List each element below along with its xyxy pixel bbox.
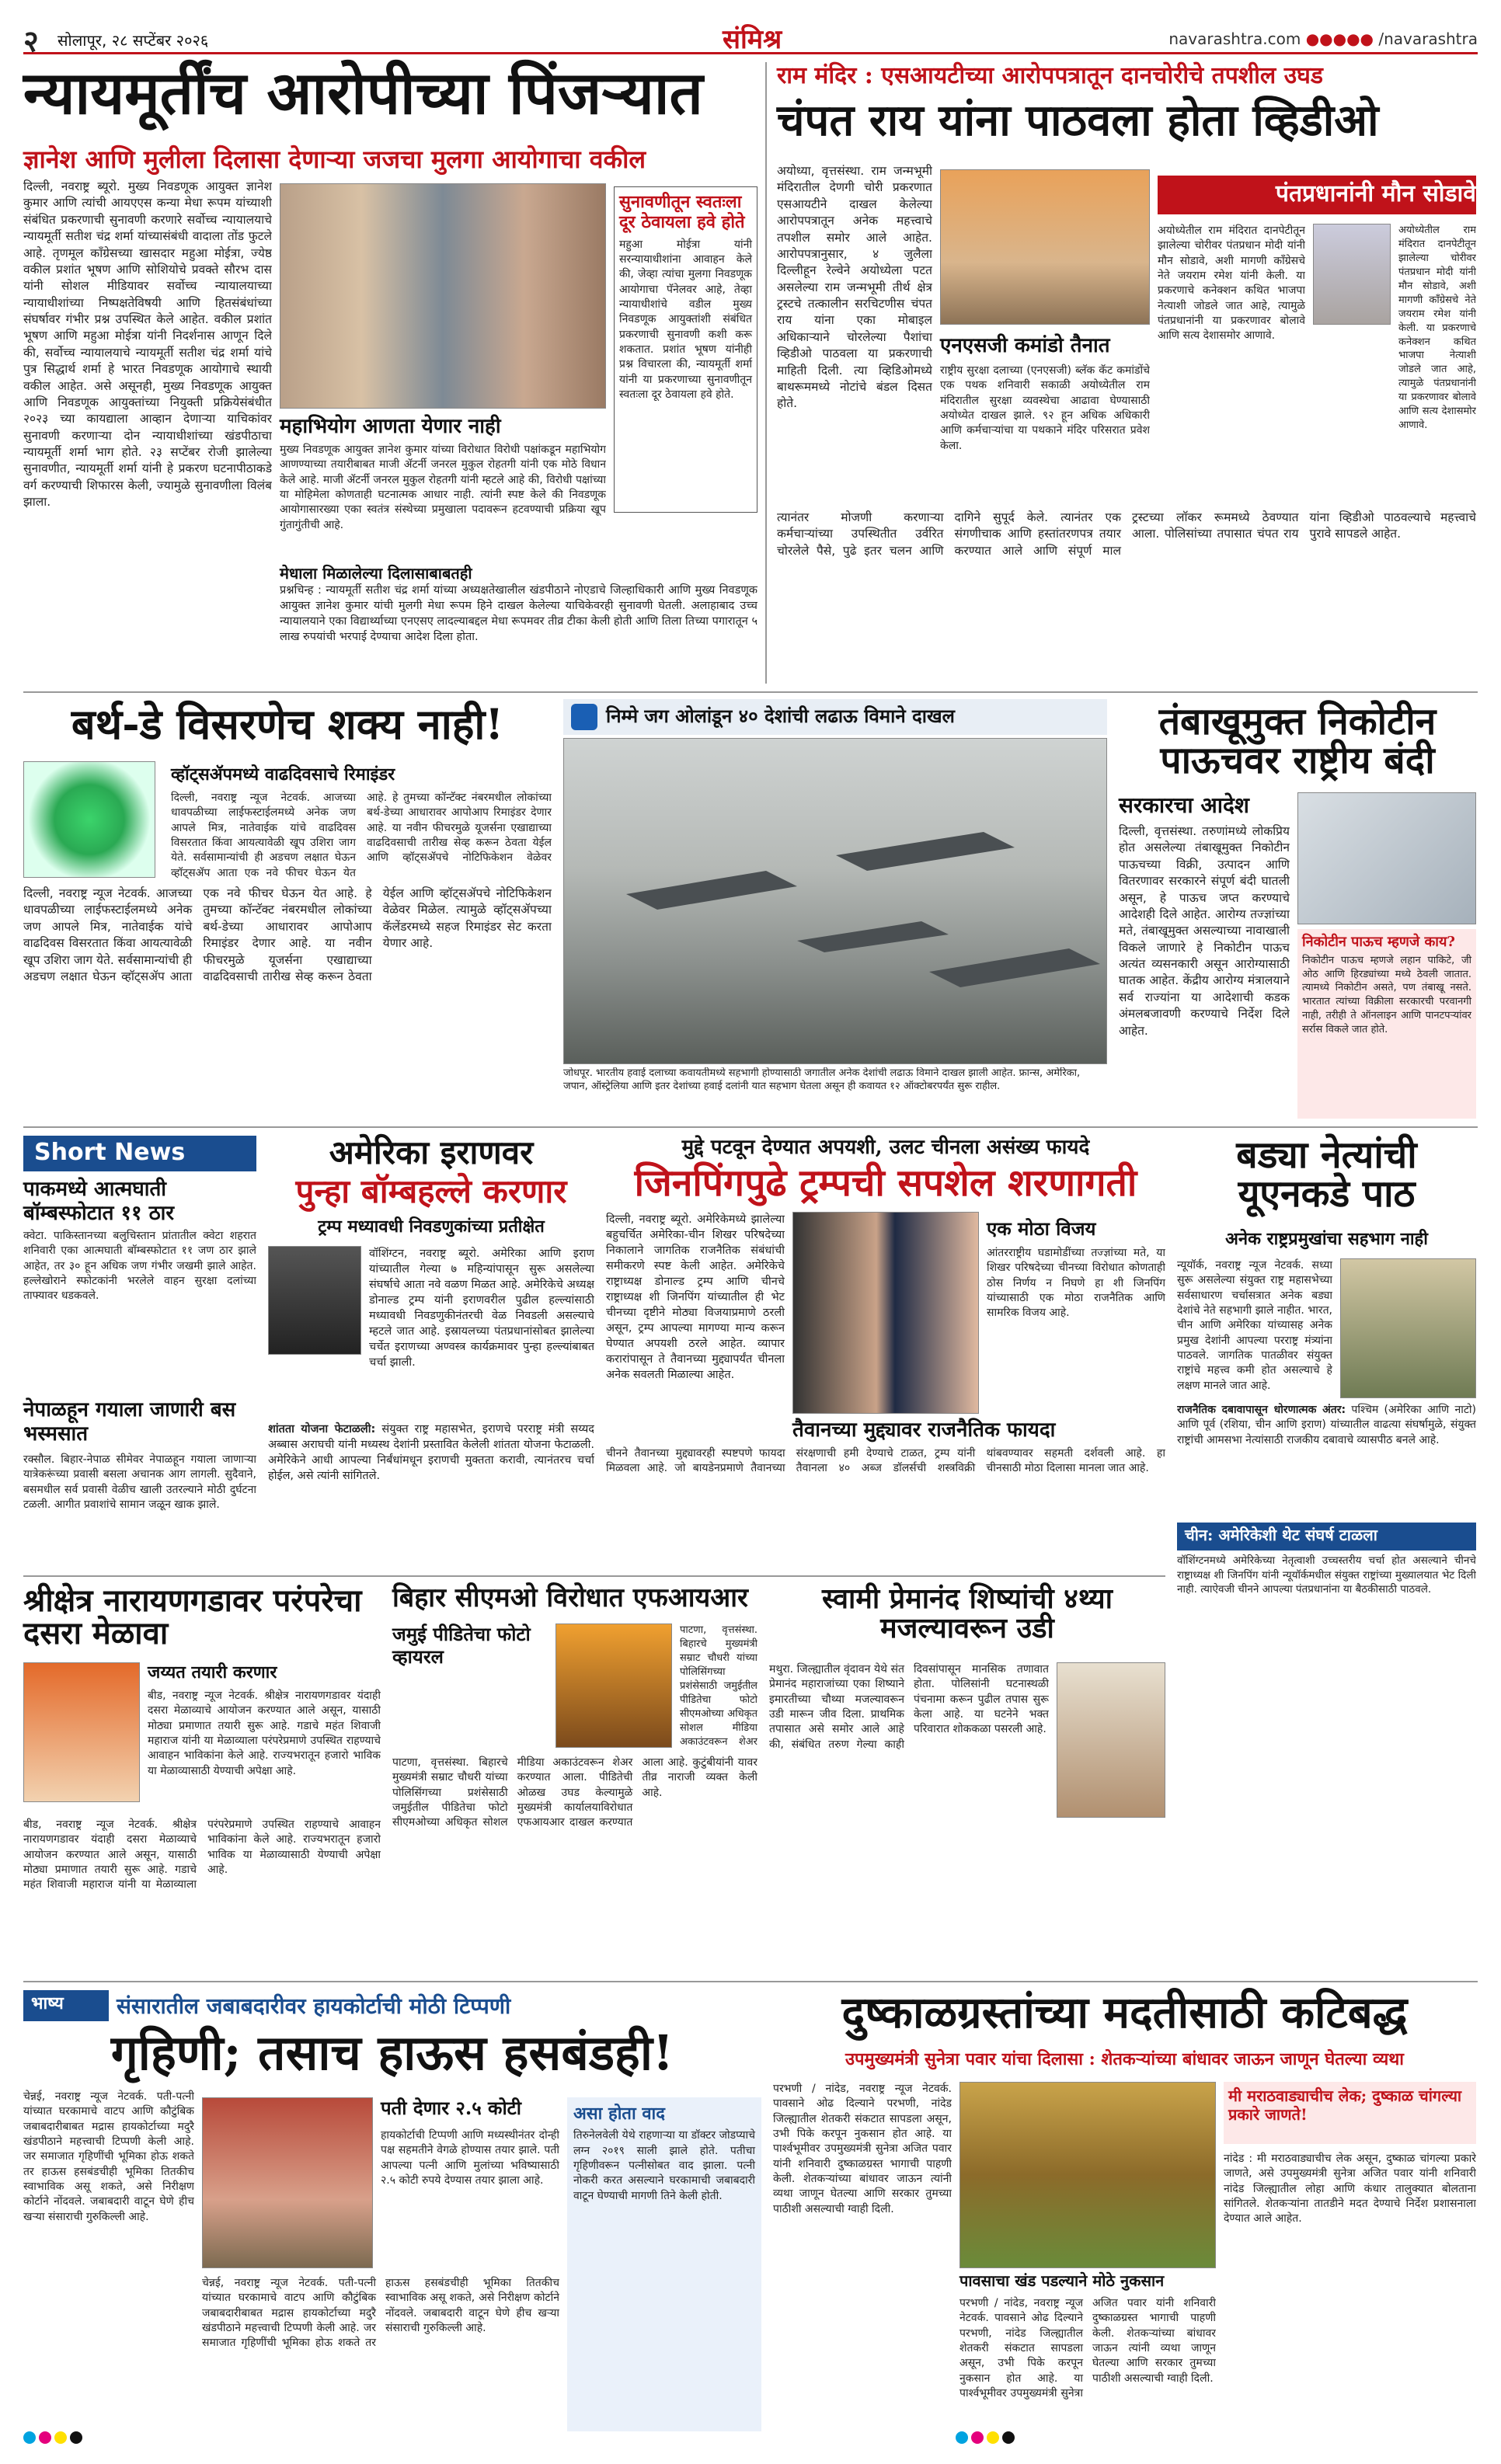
sidebar-judge bbox=[614, 186, 757, 513]
taiwan-head: तैवानच्या मुद्द्यावर राजनैतिक फायदा bbox=[792, 1418, 1056, 1442]
headline-iran: पुन्हा बॉम्बहल्ले करणार bbox=[295, 1172, 567, 1210]
narayangad-sub: जय्यत तयारी करणार bbox=[148, 1662, 277, 1683]
subhead-drought: उपमुख्यमंत्री सुनेत्रा पवार यांचा दिलासा : शेतकऱ्यांच्या बांधावर जाऊन जाणून घेतल्या व्यथा bbox=[845, 2049, 1405, 2069]
swami-photo bbox=[1057, 1662, 1165, 1818]
iran-photo bbox=[268, 1246, 361, 1355]
husband-body-2: चेन्नई, नवराष्ट्र न्यूज नेटवर्क. पती-पत्नी यांच्यात घरकामाचे वाटप आणि कौटुंबिक जबाबदारीबाबत मद्रास हायकोर्टाच्या मदुरै खंडपीठाने महत्त्वाची टिप्पणी केली आहे. जर समाजात गृहिणींची भूमिका होऊ शकते तर हाऊस हसबंडचीही भूमिका तितकीच स्वाभाविक असू शकते, असे निरीक्षण कोर्टाने नोंदवले. जबाबदारी वाटून घेणे हीच खऱ्या संसाराची गुरुकिल्ली आहे. bbox=[202, 2277, 559, 2350]
narayangad-body: बीड, नवराष्ट्र न्यूज नेटवर्क. श्रीक्षेत्र नारायणगडावर यंदाही दसरा मेळाव्याचे आयोजन करण्यात आले असून, यासाठी मोठ्या प्रमाणात तयारी सुरू आहे. गडाचे महंत शिवाजी महाराज यांनी या मेळाव्याला परंपरेप्रमाणे उपस्थित राहण्याचे आवाहन भाविकांना केले आहे. राज्यभरातून हजारो भाविक या मेळाव्यासाठी येण्याची अपेक्षा आहे. bbox=[148, 1690, 381, 1777]
samrat-photo bbox=[555, 1624, 672, 1748]
medha-head: मेधाला मिळालेल्या दिलासाबाबतही bbox=[280, 564, 472, 583]
un-sub3: चीन: अमेरिकेशी थेट संघर्ष टाळला bbox=[1185, 1526, 1377, 1544]
divider bbox=[23, 1981, 1478, 1982]
body-iran: वॉशिंग्टन, नवराष्ट्र ब्यूरो. अमेरिका आणि इराण यांच्यातील गेल्या ७ महिन्यांपासून सुरू असलेल्या संघर्षाचे आता नवे वळण मिळत आहे. अमेरिकेचे अध्यक्ष डोनाल्ड ट्रम्प यांनी इराणवरील पुढील हल्ल्यांसाठी मध्यावधी निवडणुकीनंतरची वेळ निवडली असल्याचे म्हटले जात आहे. इस्रायलच्या पंतप्रधानांसोबत झालेल्या चर्चेत इराणच्या अण्वस्त्र कार्यक्रमावर पुन्हा हल्ल्यांबाबत चर्चा झाली. bbox=[369, 1248, 594, 1369]
nsg-head: एनएसजी कमांडो तैनात bbox=[940, 334, 1110, 357]
drought-caption: पावसाचा खंड पडल्याने मोठे नुकसान bbox=[959, 2271, 1165, 2290]
divider bbox=[23, 1126, 1478, 1128]
nicotine-box-body: निकोटीन पाऊच म्हणजे लहान पाकिटे, जी ओठ आणि हिरड्यांच्या मध्ये ठेवली जातात. त्यामध्ये निकोटीन असते, पण तंबाखू नसते. भारतात त्यांच्या विक्रीला सरकारची परवानगी नाही, तरीही ते ऑनलाइन आणि पानटपऱ्यांवर सर्रास विकले जात होते. bbox=[1302, 954, 1471, 1036]
divider bbox=[23, 1575, 1165, 1577]
body-birthday: दिल्ली, नवराष्ट्र न्यूज नेटवर्क. आजच्या धावपळीच्या लाईफस्टाईलमध्ये अनेक जण आपले मित्र, नातेवाईक यांचे वाढदिवस विसरतात किंवा आयत्यावेळी खूप उशिरा जाग येते. सर्वसामान्यांची ही अडचण लक्षात घेऊन व्हॉट्सॲप आता एक नवे फीचर घेऊन येत आहे. हे तुमच्या कॉन्टॅक्ट नंबरमधील लोकांच्या बर्थ-डेच्या आधारावर आपोआप रिमाइंडर देणार आहे. या नवीन फीचरमुळे यूजर्सना एखाद्याच्या वाढदिवसाची तारीख सेव्ह करून ठेवता येईल आणि व्हॉट्सॲपचे नोटिफिकेशन वेळेवर मिळेल. त्यामुळे व्हॉट्सॲपच्या कॅलेंडरमध्ये सहज रिमाइंडर सेट करता येणार आहे. bbox=[23, 886, 552, 983]
pm-head: पंतप्रधानांनी मौन सोडावे bbox=[1275, 180, 1476, 207]
medha-body: प्रश्नचिन्ह : न्यायमूर्ती सतीश चंद्र शर्मा यांच्या अध्यक्षतेखालील खंडपीठाने नोएडाचे जिल्हाधिकारी आणि मुख्य निवडणूक आयुक्त ज्ञानेश कुमार यांची मुलगी मेधा रूपम हिने दाखल केलेल्या याचिकेवरही सुनावणी घेतली. अलाहाबाद उच्च न्यायालयाने एका विद्यार्थ्याच्या एनएसए लादल्याबद्दल मेधा रूपमवर तीव्र टीका केली होती आणि तिला तिच्या पगारातून ५ लाख रुपयांची भरपाई देण्याचा आदेश दिला होता. bbox=[280, 584, 757, 643]
headline-birthday: बर्थ-डे विसरणेच शक्य नाही! bbox=[71, 699, 504, 749]
jairam-photo bbox=[1313, 224, 1391, 325]
husband-sidebar-body: तिरुनेलवेली येथे राहणाऱ्या या डॉक्टर जोडप्याचे लग्न २०१९ साली झाले होते. पतीचा गृहिणीवरून पत्नीसोबत वाद झाला. पत्नी नोकरी करत असल्याने घरकामाची जबाबदारी वाटून घेण्याची मागणी तिने केली होती. bbox=[573, 2129, 755, 2202]
trump-xi-photo bbox=[792, 1212, 979, 1414]
registration-marks-right bbox=[956, 2431, 1018, 2447]
bihar-body-side: पाटणा, वृत्तसंस्था. बिहारचे मुख्यमंत्री सम्राट चौधरी यांच्या पोलिसिंगच्या प्रशंसेसाठी जमुईतील पीडितेचा फोटो सीएमओच्या अधिकृत सोशल मीडिया अकाउंटवरून शेअर bbox=[680, 1624, 757, 1748]
page-date: सोलापूर, २८ सप्टेंबर २०२६ bbox=[57, 31, 209, 50]
body-nicotine: दिल्ली, वृत्तसंस्था. तरुणांमध्ये लोकप्रिय होत असलेल्या तंबाखूमुक्त निकोटीन पाऊचच्या विक्री, उत्पादन आणि वितरणावर सरकारने संपूर्ण बंदी घातली असून, हे पाऊच जप्त करण्याचे आदेशही दिले आहेत. आरोग्य तज्ज्ञांच्या मते, तंबाखूमुक्त असल्याच्या नावाखाली विकले जाणारे हे निकोटीन पाऊच अत्यंत व्यसनकारी असून आरोग्यासाठी घातक आहेत. केंद्रीय आरोग्य मंत्रालयाने सर्व राज्यांना या आदेशाची कडक अंमलबजावणी करण्याचे निर्देश दिले आहेत. bbox=[1119, 824, 1290, 1038]
site-link[interactable]: navarashtra.com bbox=[1168, 30, 1301, 48]
body-judge: दिल्ली, नवराष्ट्र ब्यूरो. मुख्य निवडणूक आयुक्त ज्ञानेश कुमार आणि त्यांची आयएएस कन्या मेधा रूपम यांच्याशी संबंधित प्रकरणाची सुनावणी करणारे सर्वोच्च न्यायालयाचे न्यायमूर्ती सतीश चंद्र शर्मा यांच्यासंबंधी वादाला तोंड फुटले आहे. तृणमूल काँग्रेसच्या खासदार महुआ मोईत्रा, ज्येष्ठ वकील प्रशांत भूषण आणि सोशियोचे प्रवक्ते सौरभ दास यांनी सोशल मीडियावर सर्वोच्च न्यायालयाच्या न्यायाधीशांच्या निष्पक्षतेविषयी आणि हितसंबंधांच्या संघर्षावर गंभीर प्रश्न उपस्थित केले आहेत. वकील प्रशांत भूषण आणि महुआ मोईत्रा यांनी निदर्शनास आणून दिले की, सर्वोच्च न्यायालयाचे न्यायमूर्ती सतीश चंद्र शर्मा यांचे पुत्र सिद्धार्थ शर्मा हे भारत निवडणूक आयोगाचे स्थायी वकील आहेत. असे असूनही, मुख्य निवडणूक आयुक्त आणि निवडणूक आयुक्तांच्या नियुक्ती प्रक्रियेसंबंधीत २०२३ च्या कायद्याला आव्हान देणाऱ्या याचिकांवर सुनावणी करणाऱ्या दोन न्यायाधीशांच्या खंडपीठाचा न्यायमूर्ती शर्मा भाग होते. २३ सप्टेंबर रोजी झालेल्या सुनावणीत, न्यायमूर्ती शर्मा यांनी हे प्रकरण घटनापीठाकडे वर्ग करण्याची शिफारस केली, ज्यामुळे सुनावणीला विलंब झाला. bbox=[23, 179, 272, 510]
short-body-1: क्वेटा. पाकिस्तानच्या बलुचिस्तान प्रांतातील क्वेटा शहरात शनिवारी एका आत्मघाती बॉम्बस्फोटात ११ जण ठार झाले आहेत, तर ३० हून अधिक जण गंभीर जखमी झाले आहेत. हल्लेखोराने स्फोटकांनी भरलेले वाहन सुरक्षा दलांच्या ताफ्यावर धडकवले. bbox=[23, 1230, 256, 1303]
nicotine-box bbox=[1297, 929, 1476, 1119]
headline-nicotine: तंबाखूमुक्त निकोटीन पाऊचवर राष्ट्रीय बंदी bbox=[1158, 700, 1437, 783]
site-url[interactable] bbox=[1168, 30, 1478, 48]
section-name: संमिश्र bbox=[723, 24, 782, 55]
page-number: २ bbox=[23, 23, 39, 58]
divider bbox=[765, 62, 767, 684]
husband-sub-body: हायकोर्टाची टिप्पणी आणि मध्यस्थीनंतर दोन्ही पक्ष सहमतीने वेगळे होण्यास तयार झाले. पती आपल्या पत्नी आणि मुलांच्या भविष्यासाठी २.५ कोटी रुपये देण्यास तयार झाला आहे. bbox=[381, 2129, 559, 2187]
headline-champat: चंपत राय यांना पाठवला होता व्हिडीओ bbox=[777, 95, 1379, 146]
iran-sub2: शांतता योजना फेटाळली: bbox=[268, 1423, 376, 1436]
bihar-body: पाटणा, वृत्तसंस्था. बिहारचे मुख्यमंत्री सम्राट चौधरी यांच्या पोलिसिंगच्या प्रशंसेसाठी जमुईतील पीडितेचा फोटो सीएमओच्या अधिकृत सोशल मीडिया अकाउंटवरून शेअर करण्यात आला. पीडितेची ओळख उघड केल्यामुळे मुख्यमंत्री कार्यालयाविरोधात एफआयआर दाखल करण्यात आला आहे. कुटुंबीयांनी यावर तीव्र नाराजी व्यक्त केली आहे. bbox=[392, 1756, 757, 1829]
husband-sidebar bbox=[567, 2097, 761, 2431]
drought-body: परभणी / नांदेड, नवराष्ट्र न्यूज नेटवर्क. पावसाने ओढ दिल्याने परभणी, नांदेड जिल्ह्यातील शेतकरी संकटात सापडला असून, उभी पिके करपून नुकसान होत आहे. या पार्श्वभूमीवर उपमुख्यमंत्री सुनेत्रा अजित पवार यांनी शनिवारी दुष्काळग्रस्त भागाची पाहणी केली. शेतकऱ्यांच्या बांधावर जाऊन त्यांनी व्यथा जाणून घेतल्या आणि सरकार तुमच्या पाठीशी असल्याची ग्वाही दिली. bbox=[773, 2083, 952, 2215]
headline-narayangad: श्रीक्षेत्र नारायणगडावर परंपरेचा दसरा मेळावा bbox=[23, 1582, 362, 1651]
iran-body2: संयुक्त राष्ट्र महासभेत, इराणचे परराष्ट्र मंत्री सय्यद अब्बास अराघची यांनी मध्यस्थ देशांनी प्रस्तावित केलेली शांतता योजना फेटाळली. अमेरिकेने आधी आपल्या निर्बंधांमधून इराणची मुक्तता करावी, त्यानंतरच चर्चा होईल, असे त्यांनी सांगितले. bbox=[268, 1423, 594, 1482]
bhashya-label: भाष्य bbox=[31, 1993, 64, 2013]
narayangad-body-2: बीड, नवराष्ट्र न्यूज नेटवर्क. श्रीक्षेत्र नारायणगडावर यंदाही दसरा मेळाव्याचे आयोजन करण्यात आले असून, यासाठी मोठ्या प्रमाणात तयारी सुरू आहे. गडाचे महंत शिवाजी महाराज यांनी या मेळाव्याला परंपरेप्रमाणे उपस्थित राहण्याचे आवाहन भाविकांना केले आहे. राज्यभरातून हजारो भाविक या मेळाव्यासाठी येण्याची अपेक्षा आहे. bbox=[23, 1818, 381, 1892]
bihar-sub: जमुई पीडितेचा फोटो व्हायरल bbox=[392, 1623, 531, 1668]
swami-body: मथुरा. जिल्ह्यातील वृंदावन येथे संत प्रेमानंद महाराजांच्या एका शिष्याने इमारतीच्या चौथ्या मजल्यावरून उडी मारून जीव दिला. प्राथमिक तपासात असे समोर आले आहे की, संबंधित तरुण गेल्या काही दिवसांपासून मानसिक तणावात होता. पोलिसांनी घटनास्थळी पंचनामा करून पुढील तपास सुरू केला आहे. या घटनेने भक्त परिवारात शोककळा पसरली आहे. bbox=[769, 1663, 1049, 1751]
un-sub2: राजनैतिक दबावापासून धोरणात्मक अंतर: bbox=[1177, 1404, 1346, 1416]
drought-body-2: परभणी / नांदेड, नवराष्ट्र न्यूज नेटवर्क. पावसाने ओढ दिल्याने परभणी, नांदेड जिल्ह्यातील शेतकरी संकटात सापडला असून, उभी पिके करपून नुकसान होत आहे. या पार्श्वभूमीवर उपमुख्यमंत्री सुनेत्रा अजित पवार यांनी शनिवारी दुष्काळग्रस्त भागाची पाहणी केली. शेतकऱ्यांच्या बांधावर जाऊन त्यांनी व्यथा जाणून घेतल्या आणि सरकार तुमच्या पाठीशी असल्याची ग्वाही दिली. bbox=[959, 2297, 1216, 2400]
divider bbox=[23, 691, 1478, 693]
taiwan-body: चीनने तैवानच्या मुद्द्यावरही स्पष्टपणे फायदा मिळवला आहे. जो बायडेनप्रमाणे तैवानच्या संरक्षणाची हमी देण्याचे टाळत, ट्रम्प यांनी तैवानला ४० अब्ज डॉलर्सची शस्त्रविक्री थांबवण्यावर सहमती दर्शवली आहे. हा चीनसाठी मोठा दिलासा मानला जात आहे. bbox=[606, 1447, 1165, 1475]
jets-photo bbox=[563, 738, 1107, 1064]
champat-body-2: त्यानंतर मोजणी करणाऱ्या कर्मचाऱ्यांच्या उपस्थितीत उर्वरित चोरलेले पैसे, पुढे इतर चलन आणि दागिने सुपूर्द केले. त्यानंतर एक संगणीचाक आणि हस्तांतरणपत्र तयार करण्यात आले आणि संपूर्ण माल ट्रस्टच्या लॉकर रूममध्ये ठेवण्यात आला. पोलिसांच्या तपासात चंपत राय यांना व्हिडीओ पाठवल्याचे महत्त्वाचे पुरावे सापडले आहेत. bbox=[777, 510, 1476, 558]
sidebar-judge-body: महुआ मोईत्रा यांनी सरन्यायाधीशांना आवाहन केले की, जेव्हा त्यांचा मुलगा निवडणूक आयोगाचा पॅनेलवर आहे, तेव्हा न्यायाधीशांचे वडील मुख्य निवडणूक आयुक्तांशी संबंधित प्रकरणाची सुनावणी कशी करू शकतात. प्रशांत भूषण यांनीही प्रश्न विचारला की, न्यायमूर्ती शर्मा यांनी या प्रकरणाच्या सुनावणीतून स्वतःला दूर ठेवायला हवे होते. bbox=[619, 238, 752, 401]
subhead-birthday: व्हॉट्सॲपमध्ये वाढदिवसाचे रिमाइंडर bbox=[171, 764, 395, 785]
victory-head: एक मोठा विजय bbox=[987, 1217, 1096, 1240]
court-photo bbox=[202, 2097, 373, 2268]
mahant-photo bbox=[23, 1662, 140, 1802]
sidebar-judge-head: सुनावणीतून स्वतःला दूर ठेवायला हवे होते bbox=[619, 192, 745, 233]
camera-icon bbox=[571, 704, 597, 730]
subhead-un: अनेक राष्ट्रप्रमुखांचा सहभाग नाही bbox=[1225, 1229, 1428, 1249]
jets-caption: जोधपूर. भारतीय हवाई दलाच्या कवायतीमध्ये सहभागी होण्यासाठी जगातील अनेक देशांची लढाऊ विमाने दाखल झाली आहेत. फ्रान्स, अमेरिका, जपान, ऑस्ट्रेलिया आणि इतर देशांच्या हवाई दलांनी यात सहभाग घेतला असून ही कवायत १२ ऑक्टोबरपर्यंत सुरू राहील. bbox=[563, 1067, 1081, 1092]
kicker-husband: संसारातील जबाबदारीवर हायकोर्टाची मोठी टिप्पणी bbox=[117, 1993, 511, 2019]
body-un: न्यूयॉर्क, नवराष्ट्र न्यूज नेटवर्क. सध्या सुरू असलेल्या संयुक्त राष्ट्र महासभेच्या सर्वसाधारण चर्चासत्रात अनेक बड्या देशांचे नेते सहभागी झाले नाहीत. भारत, चीन आणि अमेरिका यांच्यासह अनेक प्रमुख देशांनी आपल्या परराष्ट्र मंत्र्यांना पाठवले. जागतिक पातळीवर संयुक्त राष्ट्रांचे महत्त्व कमी होत असल्याचे हे लक्षण मानले जात आहे. bbox=[1177, 1259, 1332, 1392]
kicker-iran: अमेरिका इराणवर bbox=[329, 1133, 534, 1171]
body-trump: दिल्ली, नवराष्ट्र ब्यूरो. अमेरिकेमध्ये झालेल्या बहुचर्चित अमेरिका-चीन शिखर परिषदेच्या निकालाने जागतिक राजनैतिक संबंधांची समीकरणे स्पष्ट केली आहेत. अमेरिकेचे राष्ट्राध्यक्ष डोनाल्ड ट्रम्प आणि चीनचे राष्ट्राध्यक्ष शी जिनपिंग यांच्यातील ही भेट चीनच्या दृष्टीने मोठ्या विजयाप्रमाणे ठरली असून, ट्रम्प आपल्या मागण्या मान्य करून घेण्यात अपयशी ठरले आहेत. व्यापार करारांपासून ते तैवानच्या मुद्द्यापर्यंत चीनला अनेक सवलती मिळाल्या आहेत. bbox=[606, 1213, 785, 1381]
nsg-body: राष्ट्रीय सुरक्षा दलाच्या (एनएसजी) ब्लॅक कॅट कमांडोंचे एक पथक शनिवारी सकाळी अयोध्येतील राम मंदिरातील सुरक्षा व्यवस्थेचा आढावा घेण्यासाठी अयोध्येत दाखल झाले. ९२ हून अधिक अधिकारी आणि कर्मचाऱ्यांचा या पथकाने मंदिर परिसरात प्रवेश केला. bbox=[940, 364, 1150, 452]
medha-block bbox=[280, 564, 757, 684]
pm-body: अयोध्येतील राम मंदिरात दानपेटीतून झालेल्या चोरीवर पंतप्रधान मोदी यांनी मौन सोडावे, अशी मागणी काँग्रेसचे नेते जयराम रमेश यांनी केली. या प्रकरणाचे कनेक्शन कथित भाजपा नेत्याशी जोडले जात आहे, त्यामुळे पंतप्रधानांनी या प्रकरणावर बोलावे आणि सत्य देशासमोर आणावे. bbox=[1158, 224, 1305, 343]
un-photo bbox=[1340, 1258, 1476, 1398]
headline-judge: न्यायमूर्तींच आरोपीच्या पिंजऱ्यात bbox=[23, 58, 703, 127]
short-head-1: पाकमध्ये आत्मघाती बॉम्बस्फोटात ११ ठार bbox=[23, 1178, 175, 1226]
subhead-nicotine: सरकारचा आदेश bbox=[1119, 792, 1249, 818]
judges-photo bbox=[280, 183, 606, 409]
victory-body: आंतरराष्ट्रीय घडामोडींच्या तज्ज्ञांच्या मते, या शिखर परिषदेच्या चीनच्या विरोधात कोणताही ठोस निर्णय न निघणे हा शी जिनपिंग यांच्यासाठी एक मोठा राजनैतिक आणि सामरिक विजय आहे. bbox=[987, 1247, 1165, 1320]
headline-drought: दुष्काळग्रस्तांच्या मदतीसाठी कटिबद्ध bbox=[841, 1987, 1408, 2038]
zyn-photo bbox=[1297, 792, 1476, 924]
mahabhiyog-body: मुख्य निवडणूक आयुक्त ज्ञानेश कुमार यांच्या विरोधात विरोधी पक्षांकडून महाभियोग आणण्याच्या तयारीबाबत माजी ॲटर्नी जनरल मुकुल रोहतगी यांनी एक मोठे विधान केले आहे. माजी ॲटर्नी जनरल मुकुल रोहतगी यांनी म्हटले आहे की, विरोधी पक्षांच्या या मोहिमेला कोणताही घटनात्मक आधार नाही. त्यांनी स्पष्ट केले की निवडणूक आयोगासारख्या एका स्वतंत्र संस्थेच्या प्रमुखाला पदावरून हटवण्याची प्रक्रिया खूप गुंतागुंतीची आहे. bbox=[280, 444, 606, 531]
headline-trump: जिनपिंगपुढे ट्रम्पची सपशेल शरणागती bbox=[634, 1161, 1137, 1205]
un-block-2 bbox=[1177, 1403, 1476, 1519]
iran-block-2 bbox=[268, 1422, 594, 1569]
husband-sidebar-head: असा होता वाद bbox=[573, 2104, 665, 2124]
un-body2: पश्चिम (अमेरिका आणि नाटो) आणि पूर्व (रशिया, चीन आणि इराण) यांच्यातील वाढत्या संघर्षामुळे, संयुक्त राष्ट्रांची आमसभा नेत्यांसाठी राजकीय दबावाचे व्यासपीठ बनले आहे. bbox=[1177, 1404, 1476, 1446]
registration-marks-left bbox=[23, 2431, 85, 2447]
un-body3: वॉशिंग्टनमध्ये अमेरिकेच्या नेतृत्वाशी उच्चस्तरीय चर्चा होत असल्याने चीनचे राष्ट्राध्यक्ष शी जिनपिंग यांनी न्यूयॉर्कमधील संयुक्त राष्ट्रांच्या मुख्यालयात भेट दिली नाही. त्याऐवजी चीनने आपल्या पंतप्रधानांना या बैठकीसाठी पाठवले. bbox=[1177, 1554, 1476, 1596]
body-birthday-top: दिल्ली, नवराष्ट्र न्यूज नेटवर्क. आजच्या धावपळीच्या लाईफस्टाईलमध्ये अनेक जण आपले मित्र, नातेवाईक यांचे वाढदिवस विसरतात किंवा आयत्यावेळी खूप उशिरा जाग येते. सर्वसामान्यांची ही अडचण लक्षात घेऊन व्हॉट्सॲप आता एक नवे फीचर घेऊन येत आहे. हे तुमच्या कॉन्टॅक्ट नंबरमधील लोकांच्या बर्थ-डेच्या आधारावर आपोआप रिमाइंडर देणार आहे. या नवीन फीचरमुळे यूजर्सना एखाद्याच्या वाढदिवसाची तारीख सेव्ह करून ठेवता येईल आणि व्हॉट्सॲपचे नोटिफिकेशन वेळेवर bbox=[171, 792, 552, 879]
husband-sub: पती देणार २.५ कोटी bbox=[381, 2097, 521, 2119]
headline-jets: निम्मे जग ओलांडून ४० देशांची लढाऊ विमाने दाखल bbox=[606, 705, 955, 727]
temple-photo bbox=[940, 169, 1150, 325]
headline-bihar: बिहार सीएमओ विरोधात एफआयआर bbox=[392, 1582, 748, 1613]
social-handle[interactable]: /navarashtra bbox=[1378, 30, 1478, 48]
headline-un: बड्या नेत्यांची यूएनकडे पाठ bbox=[1236, 1133, 1417, 1216]
drought-photo bbox=[959, 2082, 1216, 2268]
subhead-iran: ट्रम्प मध्यावधी निवडणुकांच्या प्रतीक्षेत bbox=[318, 1216, 545, 1237]
kicker-trump: मुद्दे पटवून देण्यात अपयशी, उलट चीनला असंख्य फायदे bbox=[681, 1136, 1090, 1159]
headline-swami: स्वामी प्रेमानंद शिष्यांची ४थ्या मजल्यावरून उडी bbox=[821, 1582, 1113, 1644]
subhead-judge: ज्ञानेश आणि मुलीला दिलासा देणाऱ्या जजचा मुलगा आयोगाचा वकील bbox=[23, 144, 646, 174]
mahabhiyog-head: महाभियोग आणता येणार नाही bbox=[280, 415, 501, 438]
short-news-label: Short News bbox=[34, 1139, 186, 1166]
jets-graphic bbox=[564, 739, 1107, 1064]
kicker-ram: राम मंदिर : एसआयटीच्या आरोपपत्रातून दानचोरीचे तपशील उघड bbox=[777, 62, 1323, 89]
social-icons[interactable]: ●●●●● bbox=[1305, 30, 1374, 48]
drought-sidebar-box bbox=[1224, 2082, 1476, 2144]
body-champat: अयोध्या, वृत्तसंस्था. राम जन्मभूमी मंदिरातील देणगी चोरी प्रकरणात एसआयटीने दाखल केलेल्या आरोपपत्रातून अनेक महत्त्वाचे तपशील समोर आले आहेत. आरोपपत्रानुसार, ४ जुलैला दिल्लीहून रेल्वेने अयोध्येला पटत असलेल्या राम जन्मभूमी तीर्थ क्षेत्र ट्रस्टचे तत्कालीन सरचिटणीस चंपत राय यांना एका मोबाइल अधिकाऱ्याने चोरलेल्या पैशांचा व्हिडीओ पाठवला या प्रकरणाची माहिती दिली. त्या व्हिडिओमध्ये बाथरूममध्ये नोटांचे बंडल दिसत होते. bbox=[777, 164, 932, 411]
short-head-2: नेपाळहून गयाला जाणारी बस भस्मसात bbox=[23, 1398, 236, 1446]
whatsapp-photo bbox=[23, 761, 155, 878]
page-header bbox=[23, 16, 1478, 58]
short-body-2: रक्सौल. बिहार-नेपाळ सीमेवर नेपाळहून गयाला जाणाऱ्या यात्रेकरूंच्या प्रवासी बसला अचानक आग लागली. सुदैवाने, बसमधील सर्व प्रवासी वेळीच खाली उतरल्याने मोठी दुर्घटना टळली. आगीत प्रवाशांचे सामान जळून खाक झाले. bbox=[23, 1453, 256, 1511]
nicotine-box-head: निकोटीन पाऊच म्हणजे काय? bbox=[1302, 934, 1455, 950]
headline-husband: गृहिणी; तसाच हाऊस हसबंडही! bbox=[110, 2024, 674, 2081]
drought-sidebar-body: नांदेड : मी मराठवाड्याचीच लेक असून, दुष्काळ चांगल्या प्रकारे जाणते, असे उपमुख्यमंत्री सुनेत्रा अजित पवार यांनी शनिवारी नांदेड जिल्ह्यातील लोहा आणि कंधार तालुक्यात बोलताना सांगितले. शेतकऱ्यांना तातडीने मदत देण्याचे निर्देश प्रशासनाला देण्यात आले आहेत. bbox=[1224, 2153, 1476, 2226]
pm-body-2: अयोध्येतील राम मंदिरात दानपेटीतून झालेल्या चोरीवर पंतप्रधान मोदी यांनी मौन सोडावे, अशी मागणी काँग्रेसचे नेते जयराम रमेश यांनी केली. या प्रकरणाचे कनेक्शन कथित भाजपा नेत्याशी जोडले जात आहे, त्यामुळे पंतप्रधानांनी या प्रकरणावर बोलावे आणि सत्य देशासमोर आणावे. bbox=[1398, 224, 1476, 432]
husband-body: चेन्नई, नवराष्ट्र न्यूज नेटवर्क. पती-पत्नी यांच्यात घरकामाचे वाटप आणि कौटुंबिक जबाबदारीबाबत मद्रास हायकोर्टाच्या मदुरै खंडपीठाने महत्त्वाची टिप्पणी केली आहे. जर समाजात गृहिणींची भूमिका होऊ शकते तर हाऊस हसबंडचीही भूमिका तितकीच स्वाभाविक असू शकते, असे निरीक्षण कोर्टाने नोंदवले. जबाबदारी वाटून घेणे हीच खऱ्या संसाराची गुरुकिल्ली आहे. bbox=[23, 2090, 194, 2223]
drought-sidebar-head: मी मराठवाड्याचीच लेक; दुष्काळ चांगल्या प्रकारे जाणते! bbox=[1228, 2086, 1462, 2124]
